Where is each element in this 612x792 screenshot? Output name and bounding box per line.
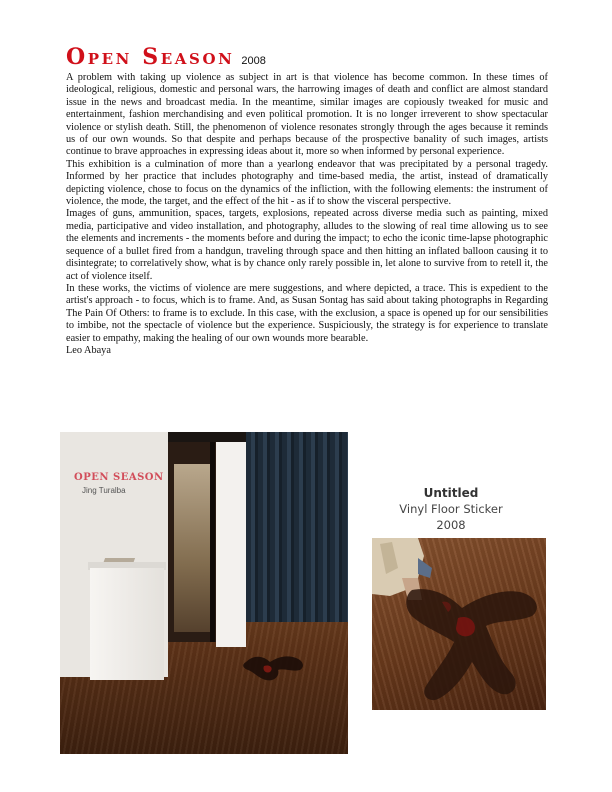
essay-paragraph-3: Images of guns, ammunition, spaces, targets, explosions, repeated across diverse media such as painting, mixed media, participative and video installation, and photography, alludes to the slowing of real time allowing us to see the elements and increments - the moments before and during the impact; to echo the iconic time-lapse photographic sequence of a bullet fired from a handgun, traveling through space and then hitting an inflated balloon causing it to disintegrate; to correlatively show, what is by chance only rarely possible in, let alone to survive from to retell it, the act of violence itself. — [66, 208, 548, 282]
essay-paragraph-1: A problem with taking up violence as subject in art is that violence has become common. In these times of ideological, religious, domestic and personal wars, the harrowing images of death and conflict are almost standard issue in the news and broadcast media. In the meantime, similar images are copiously tweaked for music and entertainment, fashion merchandising and even political promotion. It is no longer irreverent to show spectacular violence or stylish death. Still, the phenomenon of violence resonates strongly through the ages because it reminds us of our own wounds. So that despite and perhaps because of the prospective banality of such images, artists continue to brave approaches in expressing ideas about it, more so when informed by personal experience. — [66, 72, 548, 158]
artwork-title: Untitled — [423, 486, 479, 500]
artwork-year: 2008 — [436, 518, 466, 532]
photo-door-glass — [174, 464, 210, 632]
exhibition-wall-sign: OPEN SEASON — [74, 472, 164, 483]
sticker-victim-silhouette — [402, 578, 546, 710]
photo-pillar — [216, 442, 246, 647]
gallery-installation-photo — [60, 432, 348, 754]
exhibition-wall-artist: Jing Turalba — [82, 486, 126, 495]
photo-door-frame — [210, 442, 215, 642]
title-row — [66, 44, 266, 70]
photo-paneled-wall — [246, 432, 348, 622]
essay-body — [66, 72, 548, 357]
floor-sticker-figure — [240, 648, 310, 688]
artwork-medium: Vinyl Floor Sticker — [399, 502, 503, 516]
essay-author: Leo Abaya — [66, 344, 111, 356]
title-year: 2008 — [241, 55, 266, 67]
floor-sticker-photo — [372, 538, 546, 710]
page-title: Open Season — [66, 44, 235, 70]
photo-pedestal — [90, 568, 164, 680]
essay-paragraph-4: In these works, the victims of violence are mere suggestions, and where depicted, a trace. This is expedient to the artist's approach - to focus, which is to frame. And, as Susan Sontag has said about taking photographs in Regarding The Pain Of Others: to frame is to exclude. In this case, with the exclusion, a space is opened up for our sensibilities to imbibe, not the spectacle of violence but the experience. Suspiciously, the strategy is for experience to translate easier to empathy, making the healing of our own wounds more bearable. — [66, 282, 548, 344]
essay-paragraph-2: This exhibition is a culmination of more than a yearlong endeavor that was precipitated by a personal tragedy. Informed by her practice that includes photography and time-based media, the artist, instead of dramatically depicting violence, chose to focus on the dynamics of the infliction, with the following elements: the instrument of violence, the mode, the target, and the effect of the hit - as if to show the visceral perspective. — [66, 158, 548, 208]
